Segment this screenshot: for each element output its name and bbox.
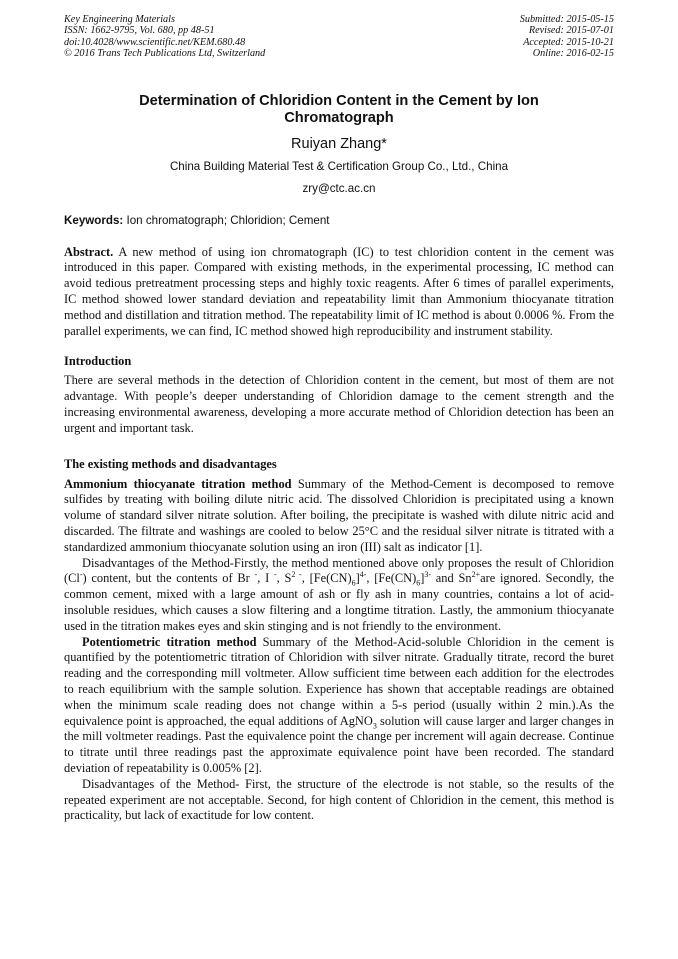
text-run: solution will cause larger and larger changes in the mill voltmeter readings. Past the equivalence point the change per increment will again decrease. Continue to titrate until three readings past the approximate equivalence point have been recorded. The standard deviation of repeatability is 0.005% [2]. bbox=[64, 713, 614, 775]
author-email: zry@ctc.ac.cn bbox=[302, 181, 376, 195]
accepted-date: Accepted: 2015-10-21 bbox=[523, 36, 614, 48]
journal-info bbox=[64, 14, 265, 60]
subscript: 6 bbox=[416, 578, 421, 588]
revised-date: Revised: 2015-07-01 bbox=[528, 25, 614, 37]
text-run: and Sn bbox=[431, 571, 472, 586]
journal-header bbox=[64, 14, 614, 60]
text-run: are ignored. Secondly, the common cement, mixed with a large amount of ash or fly ash in many countries, contains a lot of acid-insoluble residues, which causes a slow filtering and a longtime titration. Lastly, the ammonium thiocyanate used in the titration makes eyes and skin stinging and is not friendly to the environment. bbox=[64, 571, 614, 633]
author-name: Ruiyan Zhang* bbox=[291, 135, 387, 152]
superscript: - bbox=[254, 570, 258, 580]
ammonium-method-lead: Ammonium thiocyanate titration method bbox=[64, 476, 292, 491]
text-run: , S bbox=[276, 571, 292, 586]
online-date: Online: 2016-02-15 bbox=[532, 48, 614, 60]
subscript: 6 bbox=[351, 578, 356, 588]
text-run: ] bbox=[355, 571, 360, 586]
superscript: - bbox=[273, 570, 277, 580]
potentiometric-method-lead: Potentiometric titration method bbox=[82, 634, 257, 649]
potentiometric-disadvantages-paragraph: Disadvantages of the Method- First, the structure of the electrode is not stable, so the results of the repeated experiment are not acceptable. Second, for high content of Chloridion in the cement, this method is practicality, but lack of exactitude for low content. bbox=[64, 776, 614, 823]
text-run: ] bbox=[420, 571, 425, 586]
submitted-date: Submitted: 2015-05-15 bbox=[519, 14, 614, 25]
superscript: 3- bbox=[424, 570, 432, 580]
keywords bbox=[64, 214, 614, 227]
copyright: © 2016 Trans Tech Publications Ltd, Switzerland bbox=[64, 48, 266, 60]
text-run: , [Fe(CN) bbox=[366, 571, 417, 586]
ammonium-method-paragraph bbox=[64, 477, 614, 556]
text-run: Disadvantages of the Method-Firstly, the method mentioned above only proposes the result of Chloridion (Cl bbox=[64, 555, 614, 586]
ammonium-disadvantages-paragraph bbox=[64, 556, 614, 635]
doi: doi:10.4028/www.scientific.net/KEM.680.48 bbox=[64, 36, 246, 48]
abstract bbox=[64, 245, 614, 340]
ammonium-method-text: Summary of the Method-Cement is decomposed to remove sulfides by treating with boiling dilute nitric acid. The dissolved Chloridion is precipitated using a known volume of standard silver nitrate solution. After boiling, the precipitate is washed with dilute nitric acid and discarded. The filtrate and washings are cooled to below 25°C and the residual silver nitrate is titrated with a standardized ammonium thiocyanate solution using an iron (III) salt as indicator [1]. bbox=[64, 476, 615, 554]
superscript: 4- bbox=[359, 570, 367, 580]
text-run: , [Fe(CN) bbox=[301, 571, 352, 586]
issn: ISSN: 1662-9795, Vol. 680, pp 48-51 bbox=[64, 25, 215, 37]
keywords-label: Keywords: bbox=[64, 213, 124, 227]
existing-methods-heading: The existing methods and disadvantages bbox=[64, 456, 277, 471]
text-run: , I bbox=[257, 571, 274, 586]
introduction-text: There are several methods in the detection of Chloridion content in the cement, but most of them are not advantage. With people’s deeper understanding of Chloridion damage to the cement strength and the increasing environmental awareness, developing a more accurate method of Chloridion detection has been an urgent and important task. bbox=[64, 373, 614, 435]
keywords-text: Ion chromatograph; Chloridion; Cement bbox=[126, 213, 330, 227]
superscript: 2 - bbox=[291, 570, 302, 580]
paper-title: Determination of Chloridion Content in the Cement by Ion Chromatograph bbox=[139, 92, 539, 126]
introduction-heading: Introduction bbox=[64, 354, 132, 369]
text-run: ) content, but the contents of Br bbox=[82, 571, 255, 586]
abstract-label: Abstract. bbox=[64, 244, 114, 259]
potentiometric-method-paragraph bbox=[64, 635, 614, 777]
superscript: - bbox=[79, 570, 83, 580]
affiliation: China Building Material Test & Certification Group Co., Ltd., China bbox=[169, 159, 509, 173]
dates-info bbox=[520, 14, 614, 60]
superscript: 2+ bbox=[471, 570, 481, 580]
subscript: 3 bbox=[372, 721, 377, 731]
journal-name: Key Engineering Materials bbox=[64, 14, 175, 25]
abstract-text: A new method of using ion chromatograph (IC) to test chloridion content in the cement was introduced in this paper. Compared with existing methods, in the experimental processing, IC method can avoid tedious pretreatment processing steps and highly toxic reagents. After 6 times of parallel experiments, IC method showed lower standard deviation and repeatability limit than Ammonium thiocyanate titration method and distillation and titration method. The repeatability limit of IC method is about 0.0006 %. From the parallel experiments, we can find, IC method showed high reproducibility and instrument stability. bbox=[64, 244, 614, 338]
text-run: Summary of the Method-Acid-soluble Chloridion in the cement is quantified by the potentiometric titration of Chloridion with silver nitrate. Gradually titrate, record the buret reading and the corresponding mill voltmeter. Allow sufficient time between each addition for the electrodes to reach equilibrium with the sample solution. Experience has shown that acceptable readings are obtained when the minimum scale reading does not change within a 5-s period (usually within 2 min.).As the equivalence point is approached, the equal additions of AgNO bbox=[64, 634, 614, 728]
